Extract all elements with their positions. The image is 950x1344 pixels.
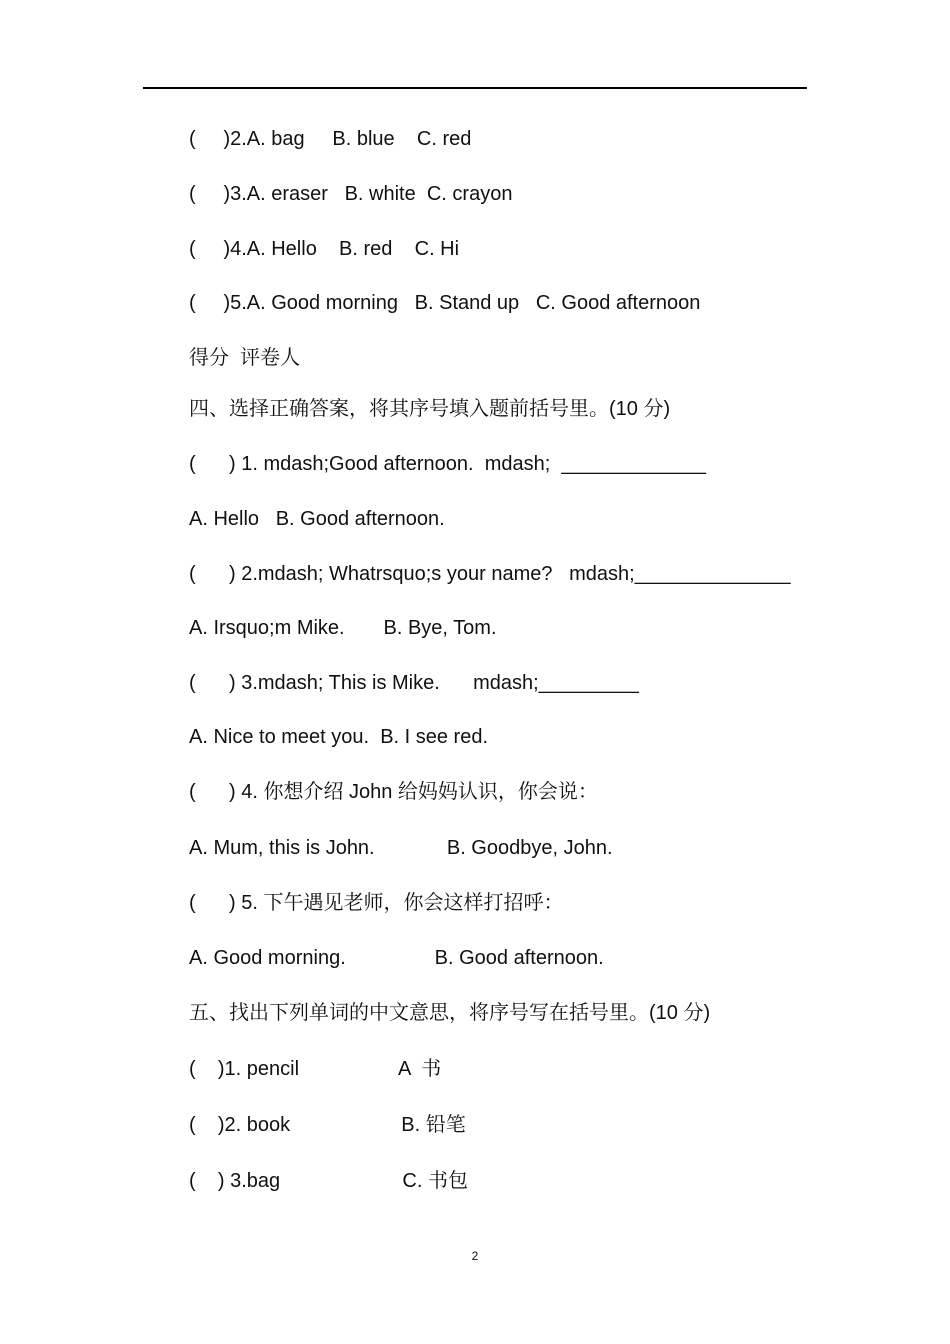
score-grader-label: 得分 评卷人 (189, 347, 301, 369)
question-4-3-options: A. Nice to meet you. B. I see red. (189, 726, 489, 748)
question-3-5: ( )5.A. Good morning B. Stand up C. Good afternoon (189, 292, 701, 314)
header-rule (143, 87, 807, 89)
question-4-5: ( ) 5. 下午遇见老师，你会这样打招呼： (189, 892, 564, 914)
question-5-1: ( )1. pencil A 书 (189, 1058, 442, 1080)
question-5-2: ( )2. book B. 铅笔 (189, 1114, 466, 1136)
question-4-3: ( ) 3.mdash; This is Mike. mdash;_________ (189, 672, 639, 694)
page-number: 2 (471, 1249, 479, 1263)
question-4-5-options: A. Good morning. B. Good afternoon. (189, 947, 604, 969)
question-4-1: ( ) 1. mdash;Good afternoon. mdash; _____________ (189, 453, 707, 475)
question-3-2: ( )2.A. bag B. blue C. red (189, 128, 472, 150)
section-5-heading: 五、找出下列单词的中文意思，将序号写在括号里。(10 分) (189, 1002, 711, 1024)
section-4-heading: 四、选择正确答案，将其序号填入题前括号里。(10 分) (189, 398, 671, 420)
question-4-1-options: A. Hello B. Good afternoon. (189, 508, 445, 530)
question-3-4: ( )4.A. Hello B. red C. Hi (189, 238, 460, 260)
question-3-3: ( )3.A. eraser B. white C. crayon (189, 183, 513, 205)
question-4-2-options: A. Irsquo;m Mike. B. Bye, Tom. (189, 617, 497, 639)
question-5-3: ( ) 3.bag C. 书包 (189, 1170, 468, 1192)
question-4-4: ( ) 4. 你想介绍 John 给妈妈认识，你会说： (189, 781, 598, 803)
question-4-4-options: A. Mum, this is John. B. Goodbye, John. (189, 837, 613, 859)
question-4-2: ( ) 2.mdash; Whatrsquo;s your name? mdash;______________ (189, 563, 791, 585)
